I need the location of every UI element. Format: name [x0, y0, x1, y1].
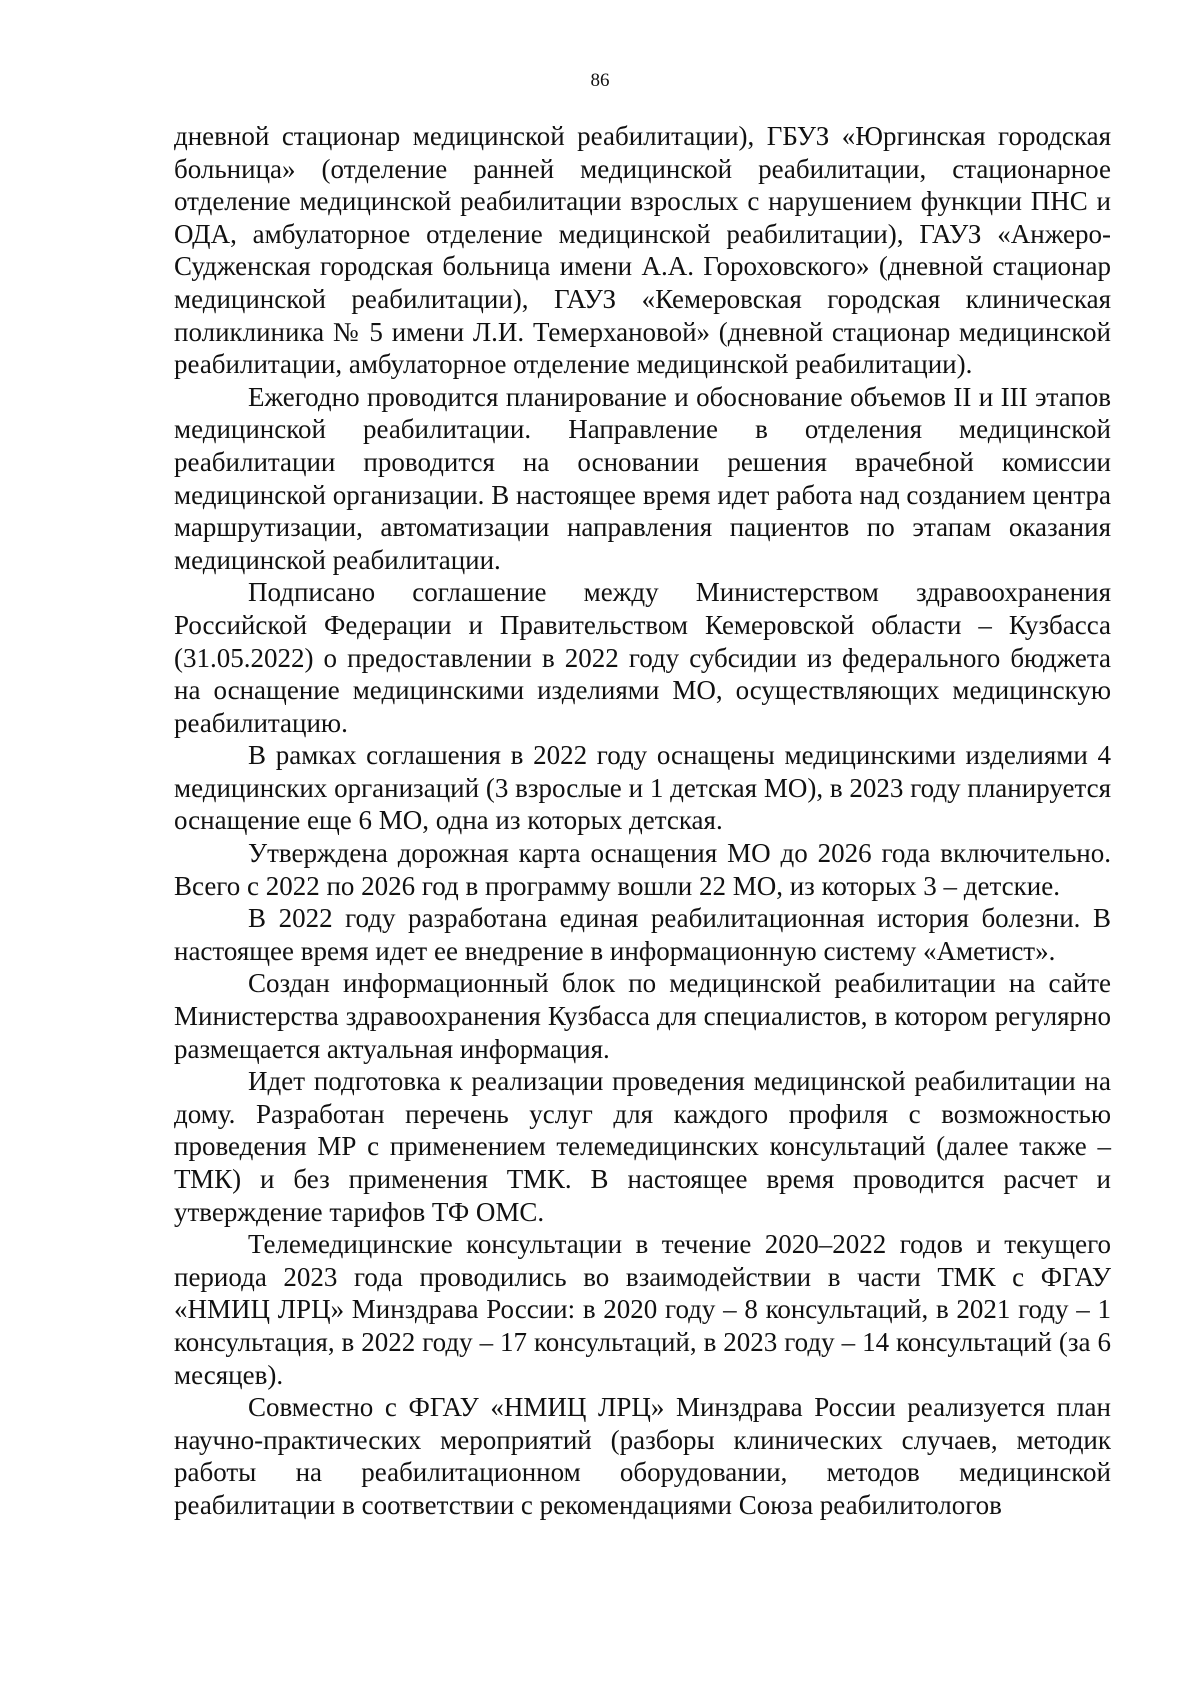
- document-body: [174, 120, 1111, 1522]
- paragraph-annual-planning: Ежегодно проводится планирование и обоснование объемов II и III этапов медицинской реабилитации. Направление в отделения медицинской реабилитации проводится на основании решения врачебной комиссии медицинской организации. В настоящее время идет работа над созданием центра маршрутизации, автоматизации направления пациентов по этапам оказания медицинской реабилитации.: [174, 381, 1111, 575]
- page-number: 86: [590, 70, 610, 91]
- paragraph-home-rehabilitation: Идет подготовка к реализации проведения медицинской реабилитации на дому. Разработан перечень услуг для каждого профиля с возможностью проведения МР с применением телемедицинских консультаций (далее также – ТМК) и без применения ТМК. В настоящее время проводится расчет и утверждение тарифов ТФ ОМС.: [174, 1066, 1111, 1227]
- paragraph-telemedicine: Телемедицинские консультации в течение 2020–2022 годов и текущего периода 2023 года проводились во взаимодействии в части ТМК с ФГАУ «НМИЦ ЛРЦ» Минздрава России: в 2020 году – 8 консультаций, в 2021 году – 1 консультация, в 2022 году – 17 консультаций, в 2023 году – 14 консультаций (за 6 месяцев).: [174, 1229, 1111, 1390]
- paragraph-continuation: дневной стационар медицинской реабилитации), ГБУЗ «Юргинская городская больница» (отделение ранней медицинской реабилитации, стационарное отделение медицинской реабилитации взрослых с нарушением функции ПНС и ОДА, амбулаторное отделение медицинской реабилитации), ГАУЗ «Анжеро-Судженская городская больница имени А.А. Гороховского» (дневной стационар медицинской реабилитации), ГАУЗ «Кемеровская городская клиническая поликлиника № 5 имени Л.И. Темерхановой» (дневной стационар медицинской реабилитации, амбулаторное отделение медицинской реабилитации).: [174, 121, 1111, 380]
- paragraph-agreement-signed: Подписано соглашение между Министерством здравоохранения Российской Федерации и Правительством Кемеровской области – Кузбасса (31.05.2022) о предоставлении в 2022 году субсидии из федерального бюджета на оснащение медицинскими изделиями МО, осуществляющих медицинскую реабилитацию.: [174, 577, 1111, 738]
- paragraph-equipment-2022: В рамках соглашения в 2022 году оснащены медицинскими изделиями 4 медицинских организаций (3 взрослые и 1 детская МО), в 2023 году планируется оснащение еще 6 МО, одна из которых детская.: [174, 740, 1111, 836]
- paragraph-joint-plan: Совместно с ФГАУ «НМИЦ ЛРЦ» Минздрава России реализуется план научно-практических мероприятий (разборы клинических случаев, методик работы на реабилитационном оборудовании, методов медицинской реабилитации в соответствии с рекомендациями Союза реабилитологов: [174, 1392, 1111, 1520]
- paragraph-info-block: Создан информационный блок по медицинской реабилитации на сайте Министерства здравоохранения Кузбасса для специалистов, в котором регулярно размещается актуальная информация.: [174, 968, 1111, 1064]
- paragraph-roadmap: Утверждена дорожная карта оснащения МО до 2026 года включительно. Всего с 2022 по 2026 год в программу вошли 22 МО, из которых 3 – детские.: [174, 838, 1111, 901]
- paragraph-medical-history: В 2022 году разработана единая реабилитационная история болезни. В настоящее время идет ее внедрение в информационную систему «Аметист».: [174, 903, 1111, 966]
